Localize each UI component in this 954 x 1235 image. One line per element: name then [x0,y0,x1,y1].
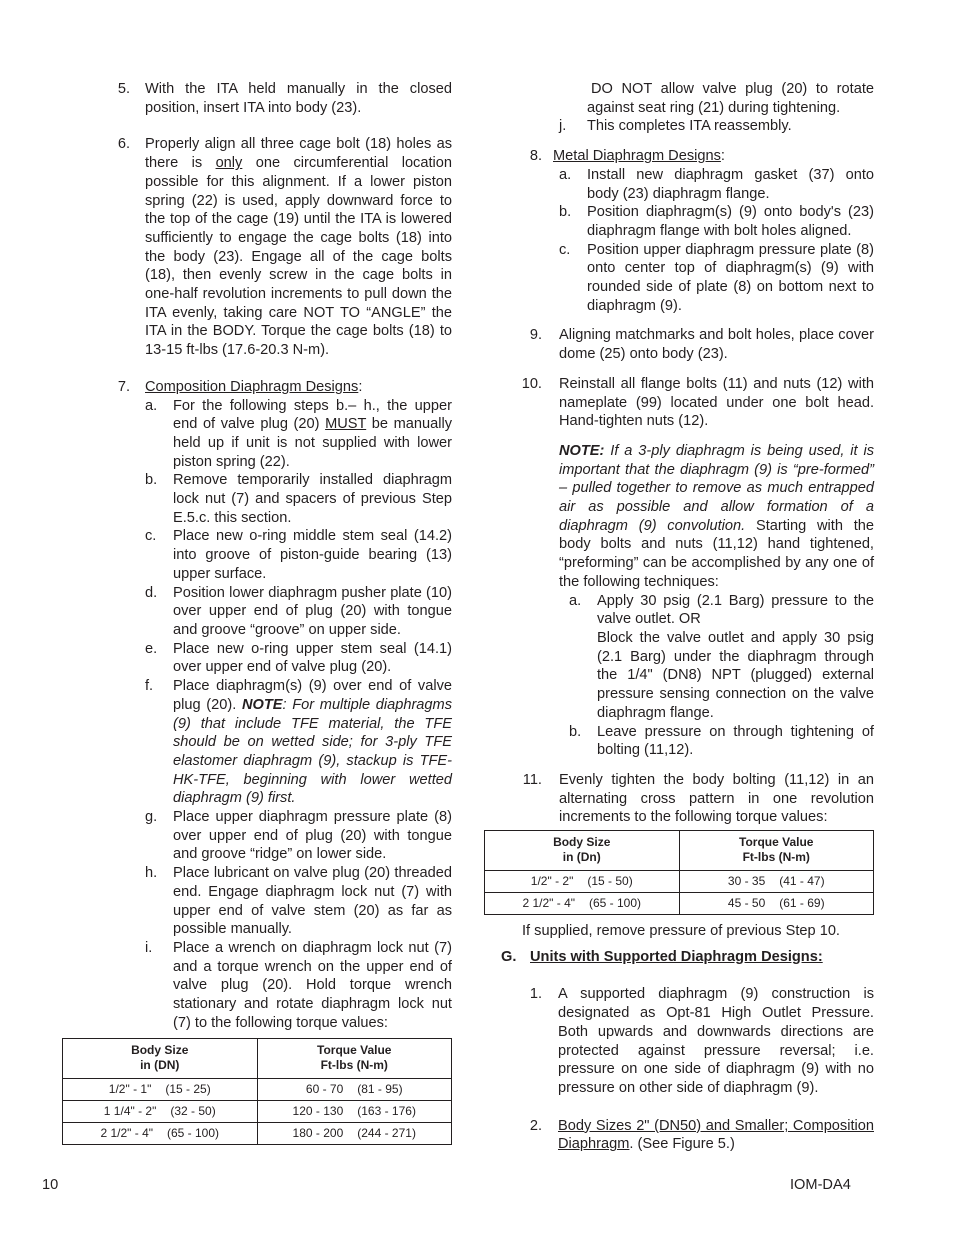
substep-g: g. Place upper diaphragm pressure plate (8) over upper end of plug (20) with tongue and groove “ridge” on lower side. [145,809,452,863]
g-step-1: 1. A supported diaphragm (9) construction is designated as Opt-81 High Outlet Pressure. Both upwards and downwards directions are protected against pressure reversal; i.e. pressure on one side of diaphragm (9) with no pressure on other side of diaphragm (9). [484,985,874,1097]
step-11: 11. Evenly tighten the body bolting (11,12) in an alternating cross pattern in one revolution increments to the following torque values: [484,771,874,827]
step-10: 10. Reinstall all flange bolts (11) and nuts (12) with nameplate (99) located under one bolt head. Hand-tighten nuts (12). NOTE: If a 3-ply diaphragm is being used, it is important that the diaphragm (9) is “pre-formed” – pulled together to remove as much entrapped air as possible and allow formation of a diaphragm (9) convolution. Starting with the body bolts and nuts (11,12) hand tightened, “preforming” can be accomplished by any one of the following techniques: a. Apply 30 psig (2.1 Barg) pressure to the valve outlet. OR Block the valve outlet and apply 30 psig (2.1 Barg) under the diaphragm through the 1/4" (DN8) NPT (plugged) external pressure sensing connection on the valve diaphragm flange. b. Leave pressure on through tightening of bolting (11,12). [484,375,874,760]
table-row: 1 1/4" - 2" (32 - 50) 120 - 130 (163 - 176) [63,1101,452,1123]
step-5 [62,80,452,117]
document-id: IOM-DA4 [790,1177,851,1193]
step-6 [62,135,452,359]
substep-h: h. Place lubricant on valve plug (20) threaded end. Engage diaphragm lock nut (7) with upper end of valve stem (20) as far as possible manually. [145,865,452,938]
after-table-note: If supplied, remove pressure of previous Step 10. [522,923,840,940]
step-number: 6. [117,136,130,153]
header-torque-value: Torque Value Ft-lbs (N-m) [257,1039,452,1079]
header-torque-value: Torque Value Ft-lbs (N-m) [679,831,874,871]
step-number: 5. [117,81,130,97]
step-number: 2. [529,1117,542,1134]
step-text: Properly align all three cage bolt (18) holes as there is only one circumferential location possible for this alignment. If a lower piston spring (22) is used, apply downward force to the top of the cage (19) until the ITA is lowered sufficiently to engage the cage bolts (18) into the body (23). Engage all of the cage bolts (18), then evenly screw in the cage bolts in one-half revolution increments to pull down the ITA evenly, taking care NOT TO “ANGLE” the ITA in the BODY. Torque the cage bolts (18) to 13-15 ft-lbs (17.6-20.3 N-m). [145,136,453,359]
torque-table-left [62,1038,452,1145]
section-title: Composition Diaphragm Designs: [145,378,363,395]
table-row: 1/2" - 1" (15 - 25) 60 - 70 (81 - 95) [63,1079,452,1101]
substep-d: d. Position lower diaphragm pusher plate (10) over upper end of plug (20) with tongue and groove “groove” on upper side. [145,584,452,638]
section-title: Metal Diaphragm Designs: [553,148,725,165]
step-9: 9. Aligning matchmarks and bolt holes, place cover dome (25) onto body (23). [484,326,874,363]
step-number: 10. [521,375,542,392]
right-column [484,80,874,1154]
step-8 [484,147,874,315]
table-row: 2 1/2" - 4" (65 - 100) 45 - 50 (61 - 69) [485,893,874,915]
substep-i: i. Place a wrench on diaphragm lock nut (7) and a torque wrench on the upper end of valve plug (20). Hold torque wrench stationary and rotate diaphragm lock nut (7) to the following torque values: [145,939,452,1031]
substep-e: e. Place new o-ring upper stem seal (14.1) over upper end of valve plug (20). [145,640,452,676]
torque-table-right [484,830,874,915]
step-number: 7. [117,378,130,395]
substep-c: c. Position upper diaphragm pressure plate (8) onto center top of diaphragm(s) (9) with rounded side of plate (8) on bottom next to diaphragm (9). [559,241,874,314]
section-g-heading: G. Units with Supported Diaphragm Designs: [501,948,823,965]
left-column [62,80,452,1145]
substep-c: c. Place new o-ring middle stem seal (14.2) into groove of piston-guide bearing (13) upper surface. [145,528,452,582]
step-number: 11. [522,771,542,788]
technique-b: b. Leave pressure on through tightening of bolting (11,12). [569,723,874,759]
table-row: 1/2" - 2" (15 - 50) 30 - 35 (41 - 47) [485,871,874,893]
table-row: 2 1/2" - 4" (65 - 100) 180 - 200 (244 - 271) [63,1123,452,1145]
note-paragraph: NOTE: If a 3-ply diaphragm is being used, it is important that the diaphragm (9) is “pre-formed” – pulled together to remove as much entrapped air as possible and allow formation of a diaphragm (9) convolution. Starting with the body bolts and nuts (11,12) hand tightened, “preforming” can be accomplished by any one of the following techniques: [559,442,875,590]
substep-b: b. Position diaphragm(s) (9) onto body's (23) diaphragm flange with bolt holes aligned. [559,204,874,239]
step-number: 8. [529,148,542,165]
step-number: 1. [529,986,542,1003]
substep-a: a. For the following steps b.– h., the upper end of valve plug (20) MUST be manually held up if unit is not supplied with lower piston spring (22). [145,397,453,470]
substep-a: a. Install new diaphragm gasket (37) onto body (23) diaphragm flange. [559,166,874,202]
header-body-size: Body Size in (DN) [63,1039,258,1079]
g-step-2: 2. Body Sizes 2" (DN50) and Smaller; Composition Diaphragm. (See Figure 5.) [484,1117,874,1154]
step-number: 9. [529,327,542,344]
header-body-size: Body Size in (Dn) [485,831,680,871]
substep-f: f. Place diaphragm(s) (9) over end of valve plug (20). NOTE: For multiple diaphragms (9) that include TFE material, the TFE should be on wetted side; for 3-ply TFE elastomer diaphragm (9), stackup is TFE-HK-TFE, beginning with lower wetted diaphragm (9) first. [145,678,452,807]
substep-i-continued: DO NOT allow valve plug (20) to rotate against seat ring (21) during tightening. [587,81,874,116]
page-number: 10 [42,1177,59,1193]
step-7 [62,378,452,1033]
substep-j: j. This completes ITA reassembly. [559,118,792,135]
technique-a: a. Apply 30 psig (2.1 Barg) pressure to the valve outlet. OR Block the valve outlet and apply 30 psig (2.1 Barg) under the diaphragm through the 1/4" (DN8) NPT (plugged) external pressure sensing connection on the valve diaphragm flange. [569,592,874,721]
step-text: With the ITA held manually in the closed position, insert ITA into body (23). [145,81,452,116]
substep-b: b. Remove temporarily installed diaphragm lock nut (7) and spacers of previous Step E.5.c. this section. [145,472,452,526]
